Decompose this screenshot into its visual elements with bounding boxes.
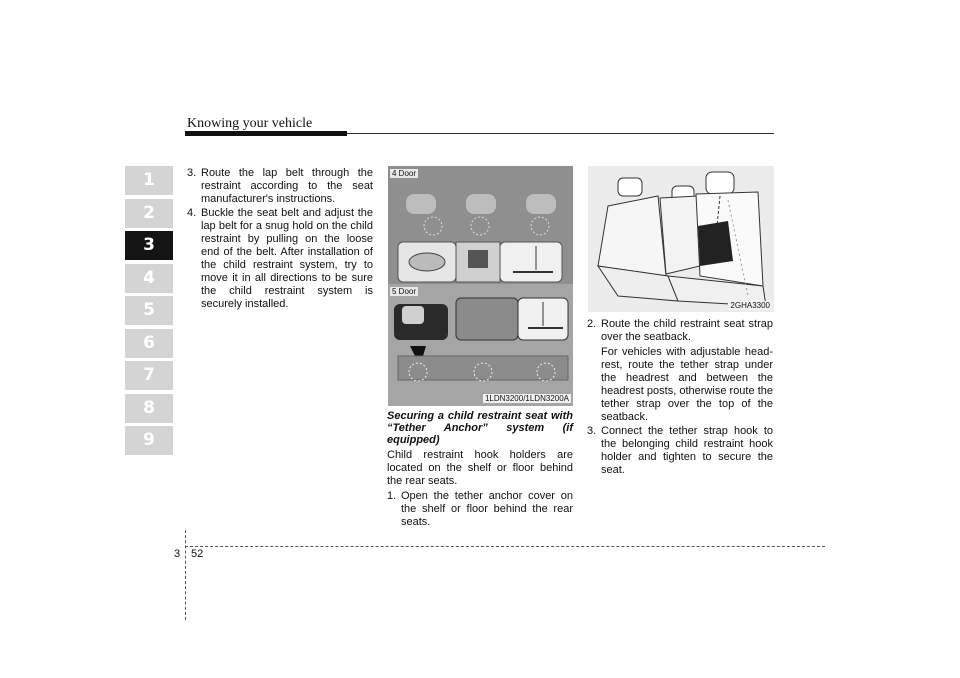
list-item: 3. Connect the tether strap hook to the belonging child restraint hook holder and tighten to secure the seat.	[587, 425, 773, 476]
paragraph: Child restraint hook holders are located on the shelf or floor behind the rear seats.	[387, 449, 573, 487]
header-title: Knowing your vehicle	[187, 116, 313, 131]
figure-label-4-door: 4 Door	[392, 169, 417, 178]
chapter-tab-5[interactable]: 5	[125, 296, 173, 325]
middle-column	[387, 410, 573, 530]
footer-rule	[185, 546, 825, 547]
figure-code: 2GHA3300	[730, 301, 770, 310]
chapter-tab-1[interactable]: 1	[125, 166, 173, 195]
figure-code: 1LDN3200/1LDN3200A	[484, 394, 569, 403]
footer-chapter-number: 3	[174, 548, 181, 560]
list-item: 4. Buckle the seat belt and adjust the lap belt for a snug hold on the child restraint by pulling on the loose end of the belt. After installation of the child restraint system, try to move it in all directions to be sure the child restraint system is securely installed.	[187, 207, 373, 310]
section-title: Securing a child restraint seat with “Tether Anchor” system (if equipped)	[387, 410, 573, 446]
header-rule-thin	[347, 133, 774, 134]
chapter-tab-8[interactable]: 8	[125, 394, 173, 423]
chapter-tab-9[interactable]: 9	[125, 426, 173, 455]
footer-vertical-rule	[185, 530, 186, 620]
rear-seat-figure	[588, 166, 774, 312]
chapter-tabs	[125, 166, 173, 459]
tether-anchor-figure	[388, 166, 573, 406]
header-rule-thick	[185, 131, 347, 136]
right-column	[587, 318, 773, 478]
chapter-tab-6[interactable]: 6	[125, 329, 173, 358]
footer-page-number: 52	[191, 548, 204, 560]
left-column	[187, 167, 373, 312]
rear-seat-illustration	[588, 166, 774, 312]
list-item: 3. Route the lap belt through the restraint according to the seat manufacturer's instructions.	[187, 167, 373, 205]
note-paragraph: For vehicles with adjustable head-rest, route the tether strap under the headrest and between the headrest posts, otherwise route the tether strap over the top of the seatback.	[601, 346, 773, 423]
figure-label-5-door: 5 Door	[392, 287, 417, 296]
chapter-tab-3[interactable]: 3	[125, 231, 173, 260]
chapter-tab-7[interactable]: 7	[125, 361, 173, 390]
list-item: 2. Route the child restraint seat strap over the seatback. For vehicles with adjustable head-rest, route the tether strap under the headrest and between the headrest posts, otherwise route the tether strap over the top of the seatback.	[587, 318, 773, 423]
tether-anchor-illustration	[388, 166, 573, 406]
chapter-tab-2[interactable]: 2	[125, 199, 173, 228]
chapter-tab-4[interactable]: 4	[125, 264, 173, 293]
list-item: 1. Open the tether anchor cover on the shelf or floor behind the rear seats.	[387, 490, 573, 528]
